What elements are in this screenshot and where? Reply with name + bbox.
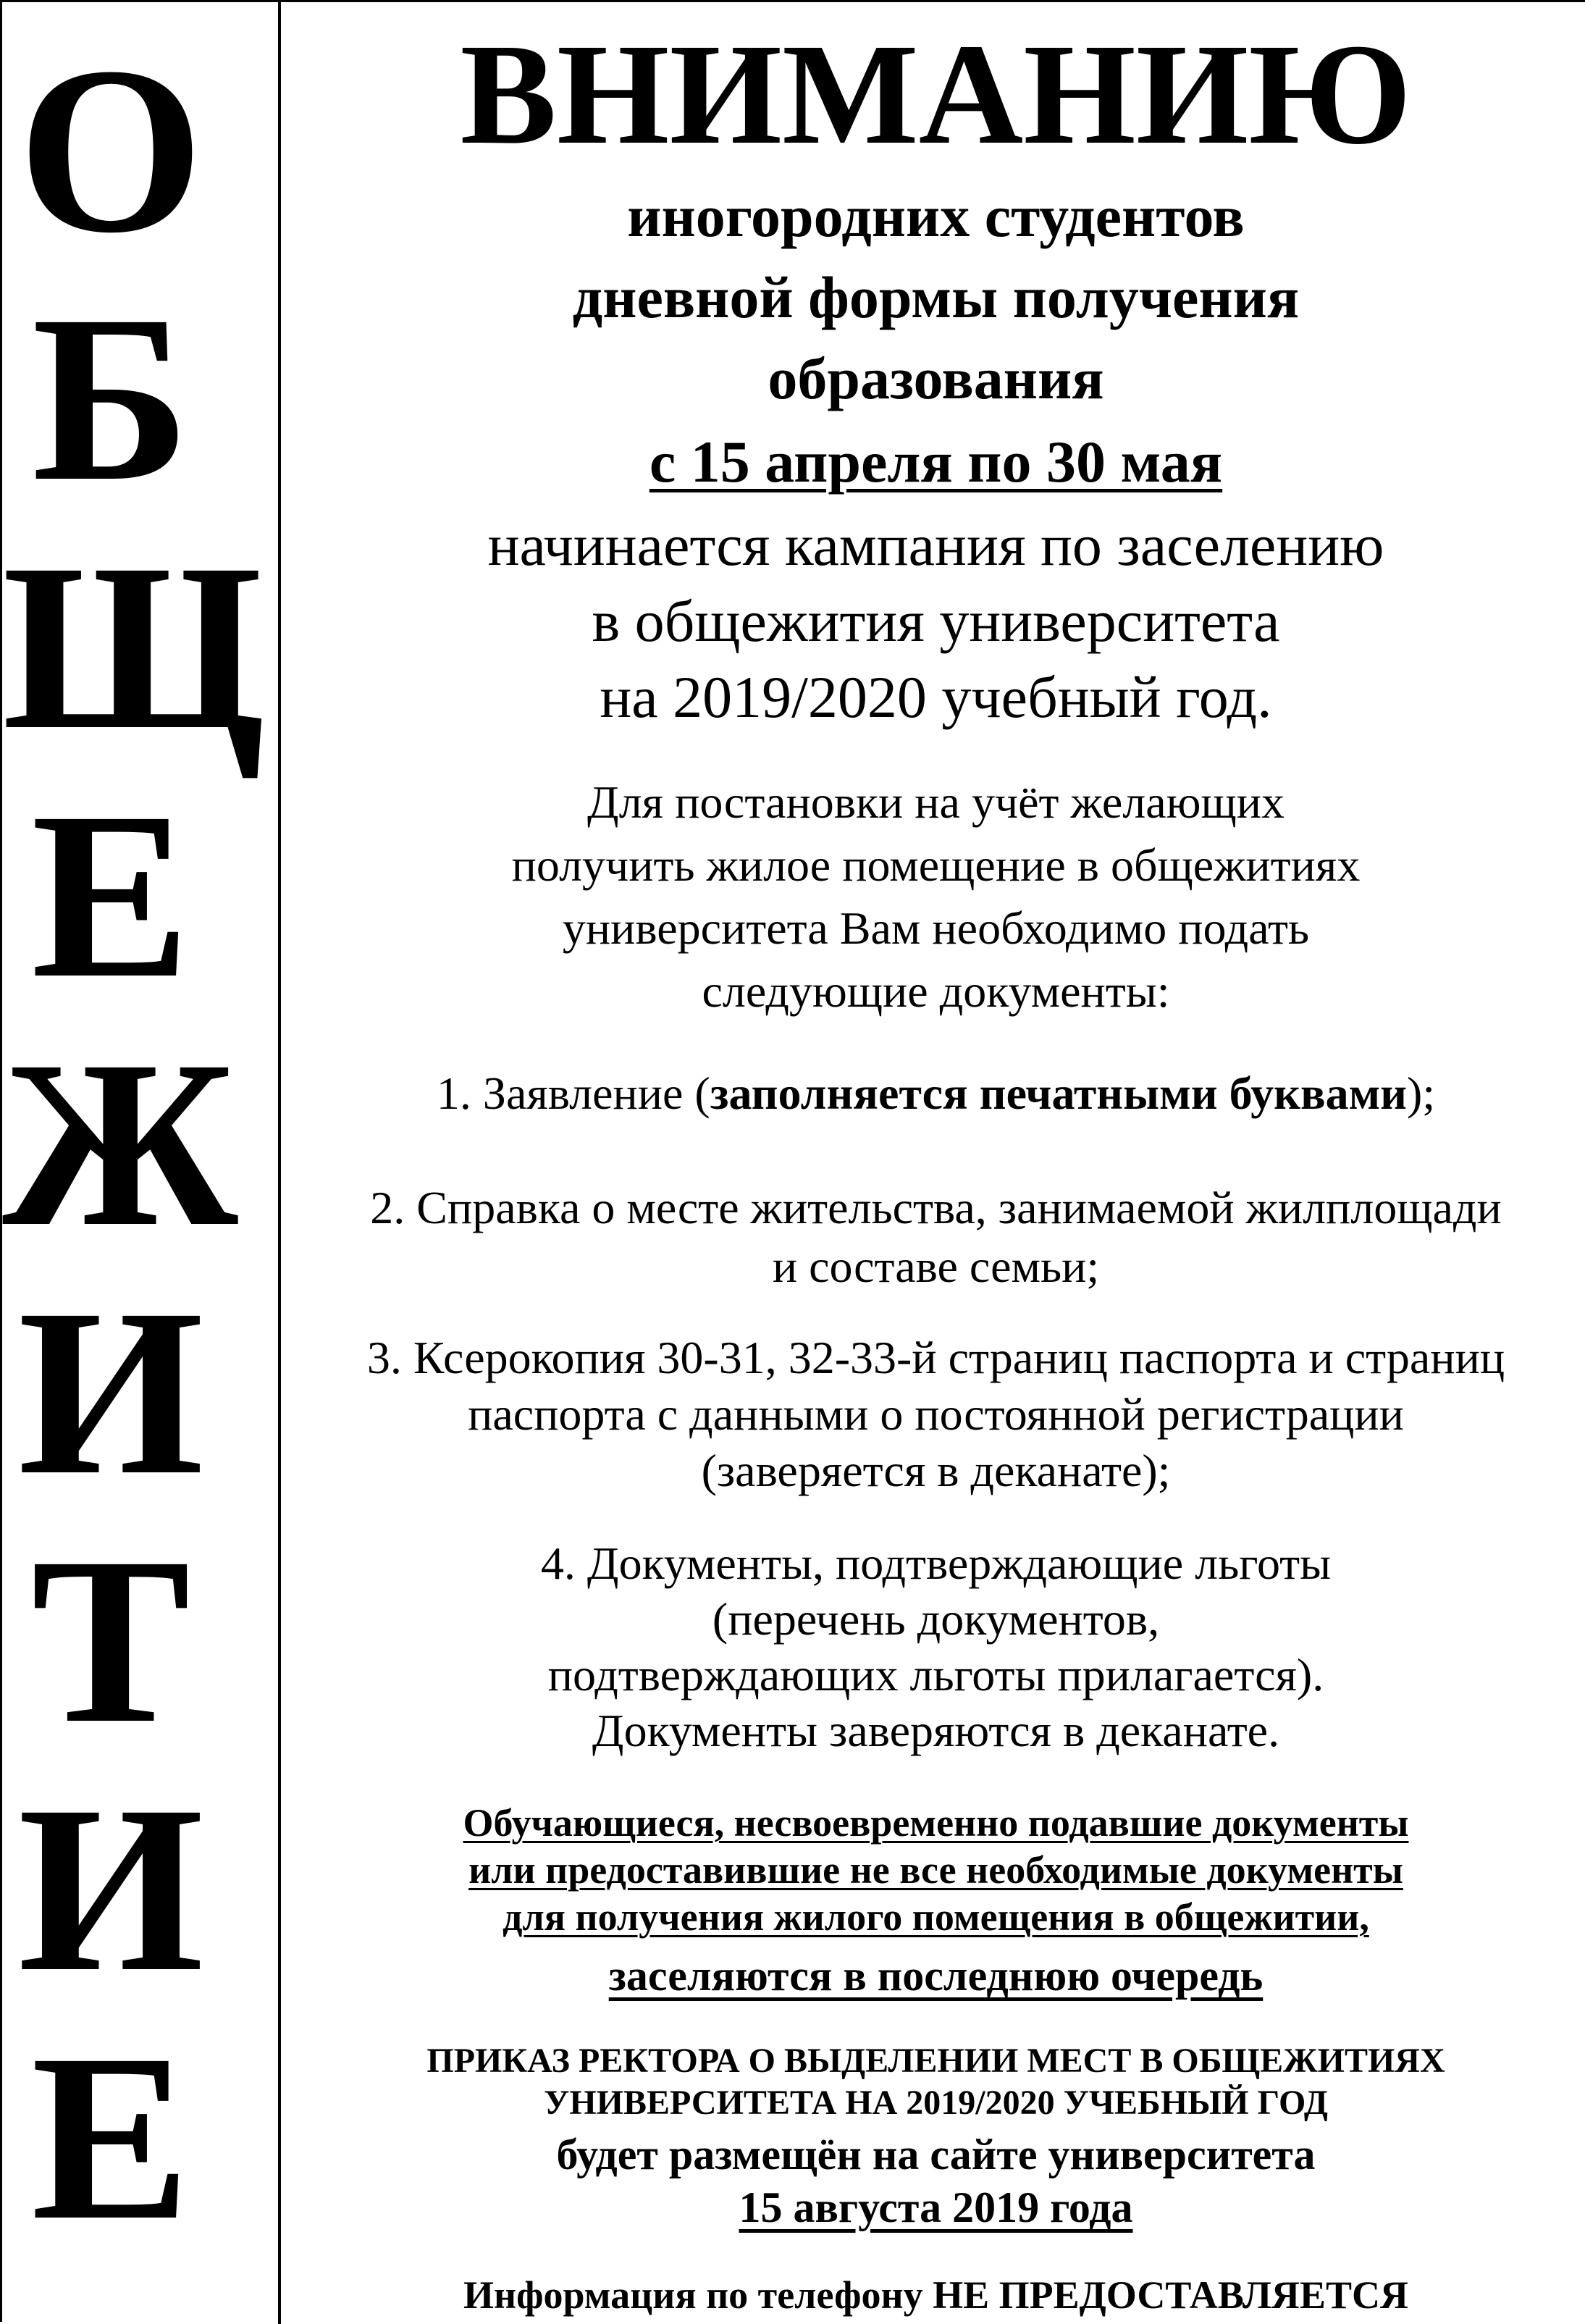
vertical-letter: И bbox=[17, 1757, 204, 2021]
document-item-4: Документы заверяются в деканате. bbox=[592, 1705, 1280, 1756]
vertical-letter: Б bbox=[31, 267, 190, 531]
document-item-3: 3. Ксерокопия 30-31, 32-33-й страниц паспорта и страниц bbox=[366, 1332, 1505, 1383]
warning-last-line: заселяются в последнюю очередь bbox=[608, 1952, 1264, 2000]
document-item-3: паспорта с данными о постоянной регистрации bbox=[468, 1388, 1404, 1440]
order-line: ПРИКАЗ РЕКТОРА О ВЫДЕЛЕНИИ МЕСТ В ОБЩЕЖИТИЯХ bbox=[426, 2042, 1445, 2080]
document-item-4: подтверждающих льготы прилагается). bbox=[547, 1649, 1324, 1700]
site-date: 15 августа 2019 года bbox=[739, 2184, 1133, 2231]
campaign-line: на 2019/2020 учебный год. bbox=[600, 664, 1272, 730]
vertical-letter: И bbox=[17, 1260, 204, 1524]
audience-line: образования bbox=[768, 345, 1104, 411]
order-line: УНИВЕРСИТЕТА НА 2019/2020 УЧЕБНЫЙ ГОД bbox=[544, 2084, 1328, 2122]
vertical-word-column bbox=[2, 2, 281, 2324]
document-item-2: 2. Справка о месте жительства, занимаемой жилплощади bbox=[370, 1182, 1502, 1233]
audience-line: иногородних студентов bbox=[627, 183, 1245, 249]
vertical-letter: Е bbox=[30, 2005, 191, 2270]
document-item-2: и составе семьи; bbox=[772, 1241, 1100, 1292]
document-item-1: 1. Заявление (заполняется печатными буквами); bbox=[436, 1067, 1436, 1119]
document-item-4: 4. Документы, подтверждающие льготы bbox=[540, 1538, 1332, 1589]
audience-line: дневной формы получения bbox=[572, 264, 1300, 330]
intro-line: получить жилое помещение в общежитиях bbox=[511, 839, 1361, 891]
campaign-line: начинается кампания по заселению bbox=[487, 512, 1384, 578]
vertical-letter: Щ bbox=[2, 515, 265, 779]
vertical-letter: О bbox=[17, 18, 204, 282]
campaign-dates: с 15 апреля по 30 мая bbox=[649, 429, 1223, 495]
document-item-1-emphasis: заполняется печатными буквами bbox=[710, 1067, 1408, 1119]
campaign-line: в общежития университета bbox=[592, 588, 1280, 654]
warning-line: для получения жилого помещения в общежитии, bbox=[503, 1895, 1369, 1939]
warning-line: или предоставившие не все необходимые документы bbox=[468, 1848, 1403, 1892]
intro-line: Для постановки на учёт желающих bbox=[587, 776, 1285, 828]
intro-line: следующие документы: bbox=[702, 965, 1170, 1017]
intro-line: университета Вам необходимо подать bbox=[562, 902, 1310, 954]
vertical-letter: Е bbox=[30, 763, 191, 1028]
document-item-3: (заверяется в деканате); bbox=[701, 1445, 1171, 1496]
phone-note: Информация по телефону НЕ ПРЕДОСТАВЛЯЕТСЯ bbox=[463, 2273, 1408, 2317]
vertical-letter: Т bbox=[30, 1509, 191, 1773]
notice-title: ВНИМАНИЮ bbox=[460, 14, 1412, 175]
site-line: будет размещён на сайте университета bbox=[556, 2131, 1316, 2178]
notice-body bbox=[285, 2, 1585, 2324]
document-item-4: (перечень документов, bbox=[712, 1593, 1160, 1645]
warning-line: Обучающиеся, несвоевременно подавшие документы bbox=[463, 1801, 1409, 1845]
vertical-letter: Ж bbox=[2, 1012, 239, 1276]
